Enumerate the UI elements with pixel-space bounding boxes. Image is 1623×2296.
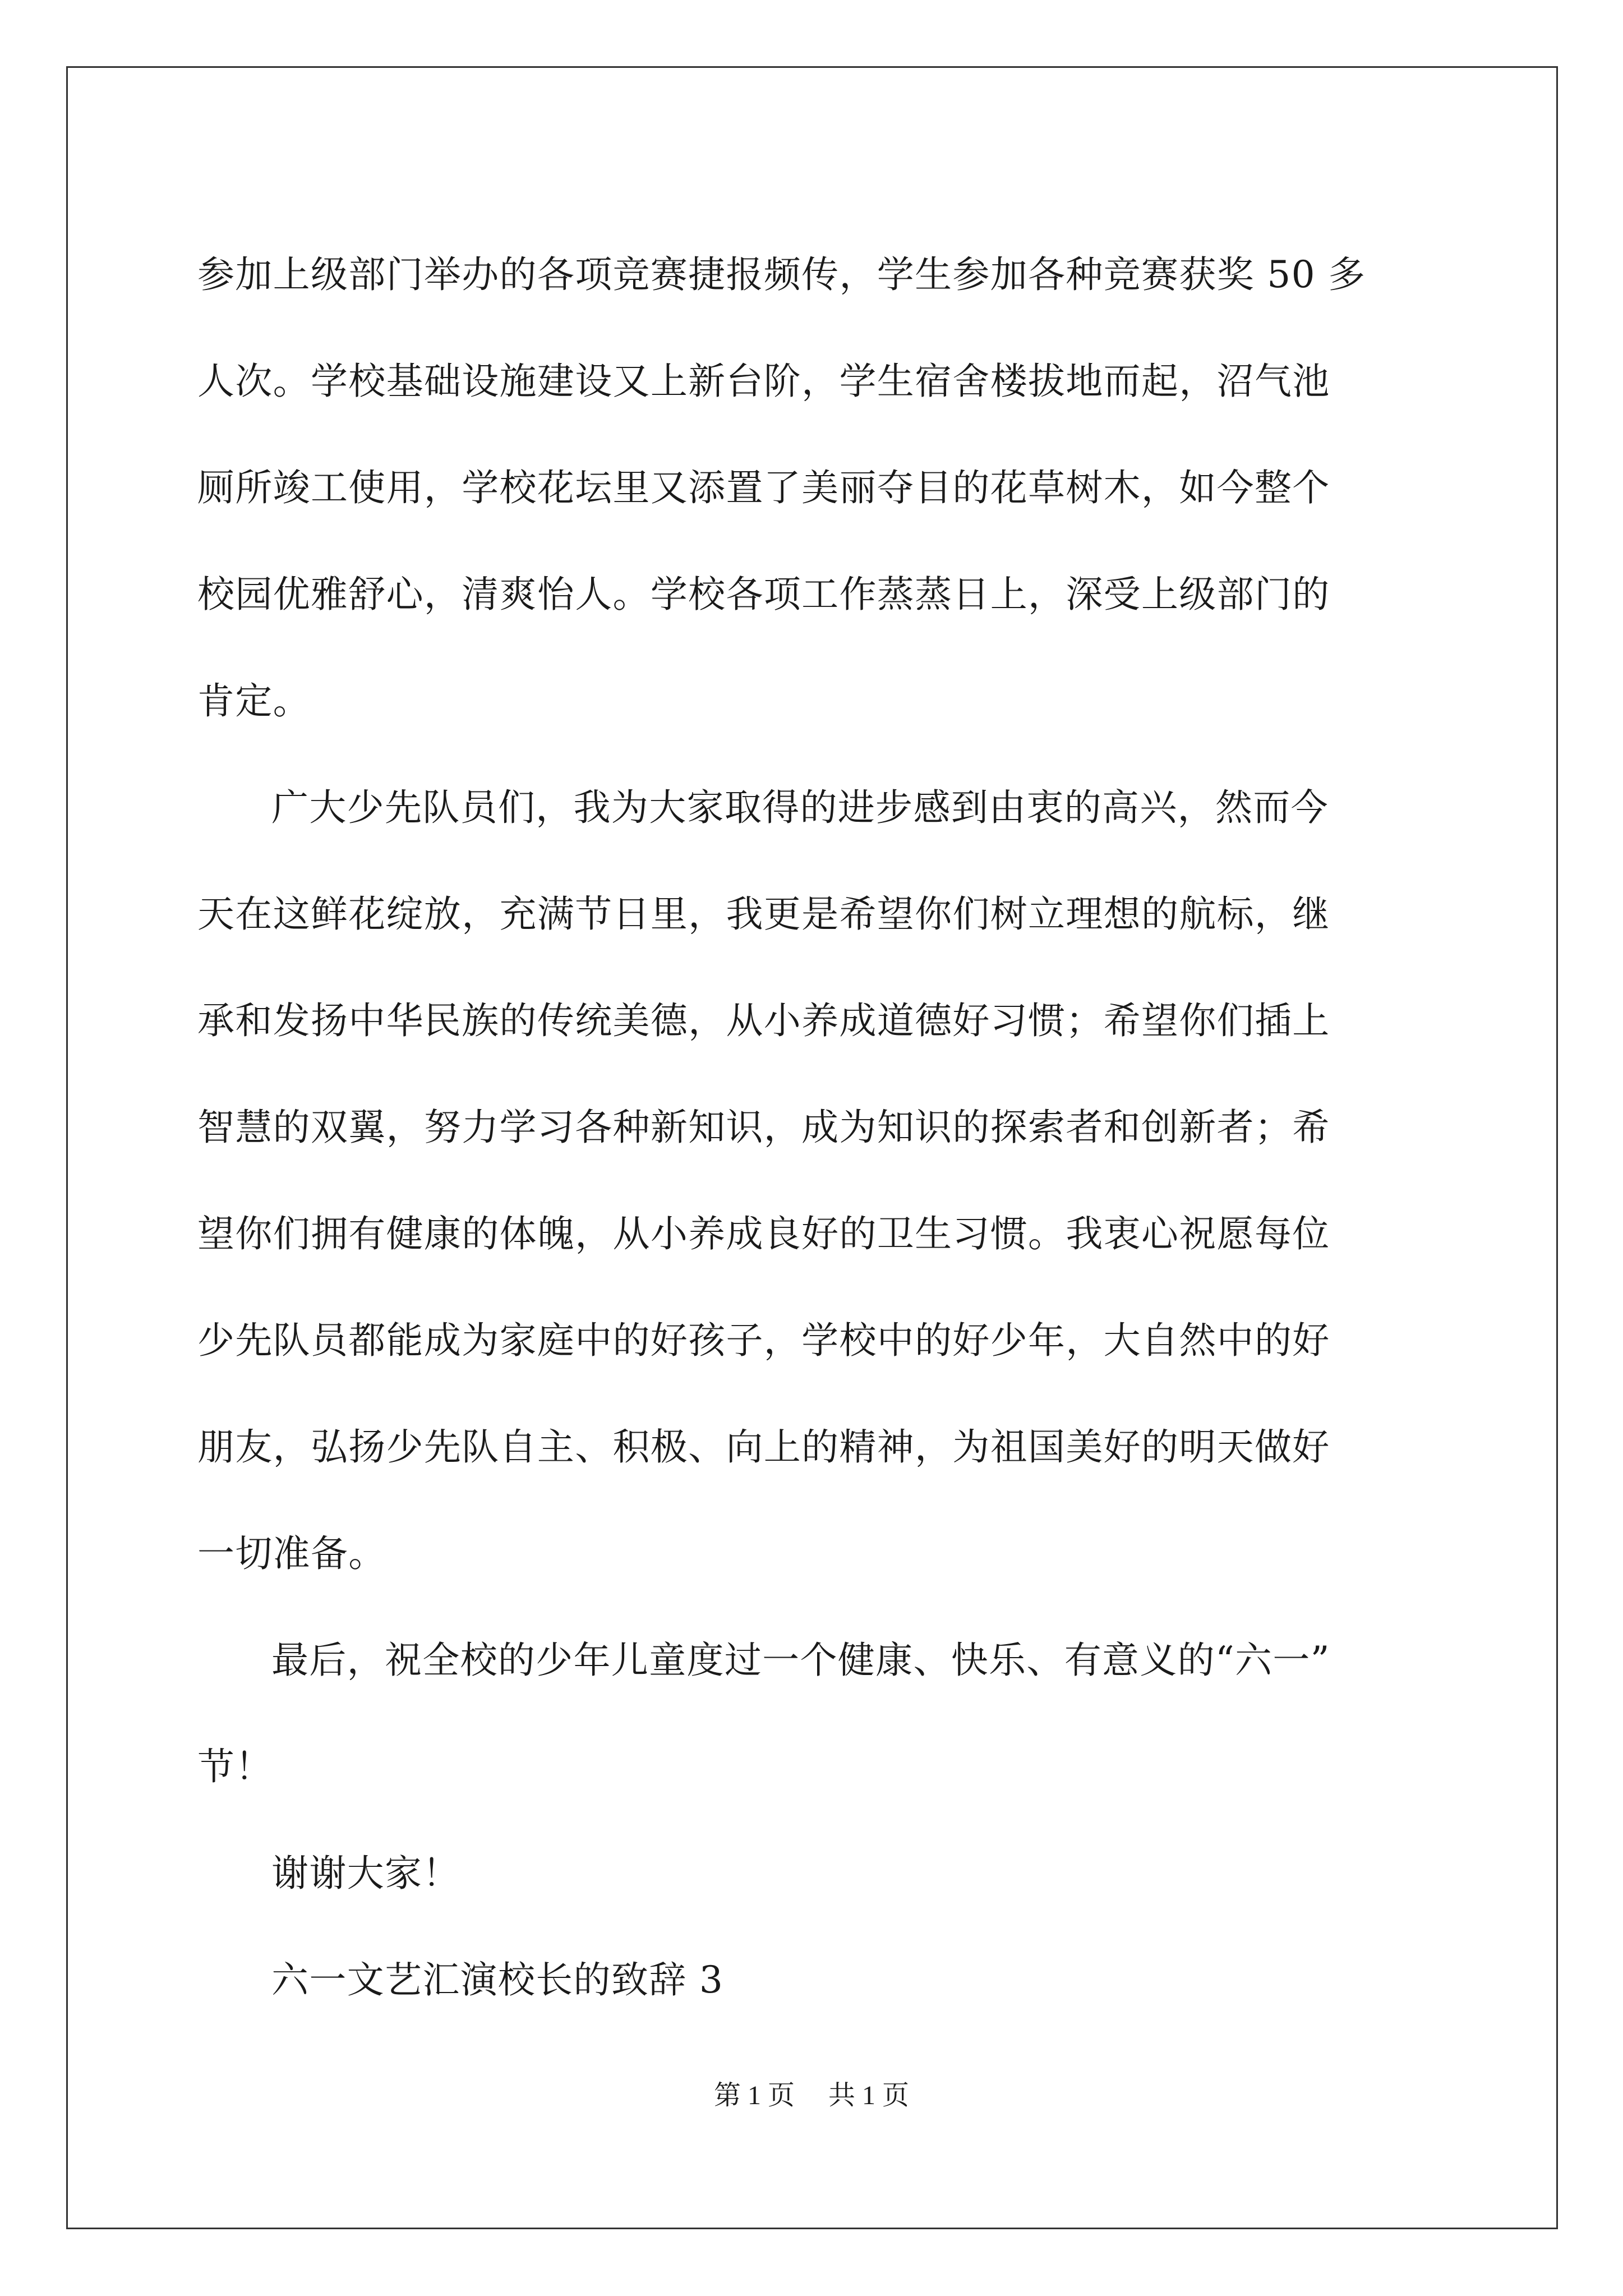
paragraph-thanks: [197, 1820, 1431, 1927]
paragraph-closing: [197, 1607, 1431, 1820]
text-line: 谢谢大家！: [271, 1852, 460, 1895]
section-heading: [197, 1927, 1431, 2033]
page-footer: [0, 2079, 1623, 2113]
page-number-total: 共 1 页: [828, 2081, 910, 2110]
text-line: 节！: [197, 1745, 273, 1788]
text-line: 六一文艺汇演校长的致辞 3: [271, 1958, 724, 2001]
text-line: 参加上级部门举办的各项竞赛捷报频传，学生参加各种竞赛获奖 50 多: [197, 253, 1366, 296]
paragraph-wishes: [197, 754, 1431, 1607]
text-line: 厕所竣工使用，学校花坛里又添置了美丽夺目的花草树木，如今整个: [197, 466, 1330, 509]
paragraph-achievements: [197, 222, 1431, 754]
text-line: 广大少先队员们，我为大家取得的进步感到由衷的高兴，然而今: [271, 786, 1329, 829]
document-body: [197, 222, 1431, 2033]
text-line: 人次。学校基础设施建设又上新台阶，学生宿舍楼拔地而起，沼气池: [197, 360, 1330, 403]
text-line: 最后，祝全校的少年儿童度过一个健康、快乐、有意义的“六一”: [271, 1639, 1330, 1682]
page-number-current: 第 1 页: [713, 2081, 795, 2110]
text-line: 一切准备。: [197, 1532, 386, 1575]
text-line: 承和发扬中华民族的传统美德，从小养成道德好习惯；希望你们插上: [197, 999, 1330, 1042]
text-line: 肯定。: [197, 679, 311, 723]
text-line: 望你们拥有健康的体魄，从小养成良好的卫生习惯。我衷心祝愿每位: [197, 1212, 1330, 1255]
text-line: 朋友，弘扬少先队自主、积极、向上的精神，为祖国美好的明天做好: [197, 1425, 1330, 1469]
text-line: 智慧的双翼，努力学习各种新知识，成为知识的探索者和创新者；希: [197, 1106, 1330, 1149]
text-line: 天在这鲜花绽放，充满节日里，我更是希望你们树立理想的航标，继: [197, 892, 1330, 936]
text-line: 少先队员都能成为家庭中的好孩子，学校中的好少年，大自然中的好: [197, 1319, 1330, 1362]
text-line: 校园优雅舒心，清爽怡人。学校各项工作蒸蒸日上，深受上级部门的: [197, 573, 1330, 616]
